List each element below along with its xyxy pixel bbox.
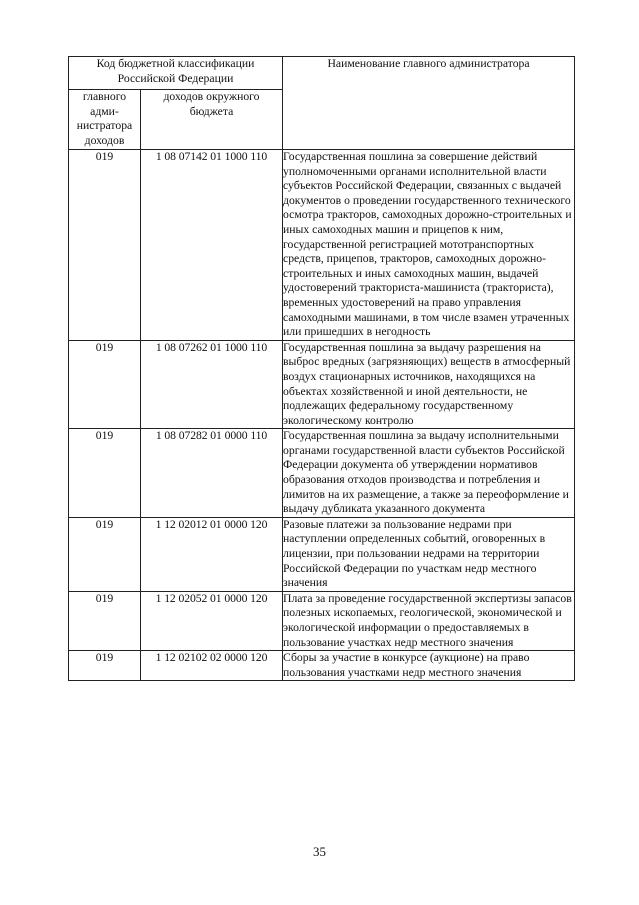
admin-code-cell: 019 xyxy=(69,651,141,681)
table-row xyxy=(69,651,575,681)
table-row xyxy=(69,340,575,429)
admin-code-cell: 019 xyxy=(69,517,141,591)
administrator-name-cell: Сборы за участие в конкурсе (аукционе) на право пользования участками недр местного значения xyxy=(283,651,575,681)
income-code-cell: 1 08 07142 01 1000 110 xyxy=(141,150,283,341)
table-row xyxy=(69,429,575,518)
header-row-top xyxy=(69,57,575,90)
header-budget-classification-code: Код бюджетной классификации Российской Федерации xyxy=(69,57,283,90)
admin-code-cell: 019 xyxy=(69,429,141,518)
administrator-name-cell: Государственная пошлина за выдачу разрешения на выброс вредных (загрязняющих) веществ в атмосферный воздух стационарных источников, находящихся на объектах хозяйственной и иной деятельности, не подлежащих федеральному государственному экологическому контролю xyxy=(283,340,575,429)
income-code-cell: 1 12 02012 01 0000 120 xyxy=(141,517,283,591)
income-code-cell: 1 12 02052 01 0000 120 xyxy=(141,591,283,650)
administrator-name-cell: Плата за проведение государственной экспертизы запасов полезных ископаемых, геологической, экономической и экологической информации о предоставляемых в пользование участках недр местного значения xyxy=(283,591,575,650)
admin-code-cell: 019 xyxy=(69,591,141,650)
income-code-cell: 1 08 07262 01 1000 110 xyxy=(141,340,283,429)
income-code-cell: 1 12 02102 02 0000 120 xyxy=(141,651,283,681)
header-administrator-name: Наименование главного администратора xyxy=(283,57,575,150)
budget-classification-table xyxy=(68,56,575,681)
administrator-name-cell: Государственная пошлина за совершение действий уполномоченными органами исполнительной власти субъектов Российской Федерации, связанных с выдачей документов о проведении государственного технического осмотра тракторов, самоходных дорожно-строительных и иных самоходных машин и прицепов к ним, государственной регистрацией мототранспортных средств, прицепов, тракторов, самоходных дорожно-строительных и иных самоходных машин, выдачей удостоверений тракториста-машиниста (тракториста), временных удостоверений на право управления самоходными машинами, в том числе взамен утраченных или пришедших в негодность xyxy=(283,150,575,341)
income-code-cell: 1 08 07282 01 0000 110 xyxy=(141,429,283,518)
table-row xyxy=(69,591,575,650)
administrator-name-cell: Разовые платежи за пользование недрами при наступлении определенных событий, оговоренных в лицензии, при пользовании недрами на территории Российской Федерации по участкам недр местного значения xyxy=(283,517,575,591)
table-row xyxy=(69,517,575,591)
table-row xyxy=(69,150,575,341)
admin-code-cell: 019 xyxy=(69,150,141,341)
page-number: 35 xyxy=(313,844,326,859)
header-district-budget-income: доходов окружного бюджета xyxy=(141,90,283,150)
administrator-name-cell: Государственная пошлина за выдачу исполнительными органами государственной власти субъектов Российской Федерации документа об утверждении нормативов образования отходов производства и потребления и лимитов на их размещение, а также за переоформление и выдачу дубликата указанного документа xyxy=(283,429,575,518)
header-main-administrator: главного адми-нистратора доходов xyxy=(69,90,141,150)
admin-code-cell: 019 xyxy=(69,340,141,429)
